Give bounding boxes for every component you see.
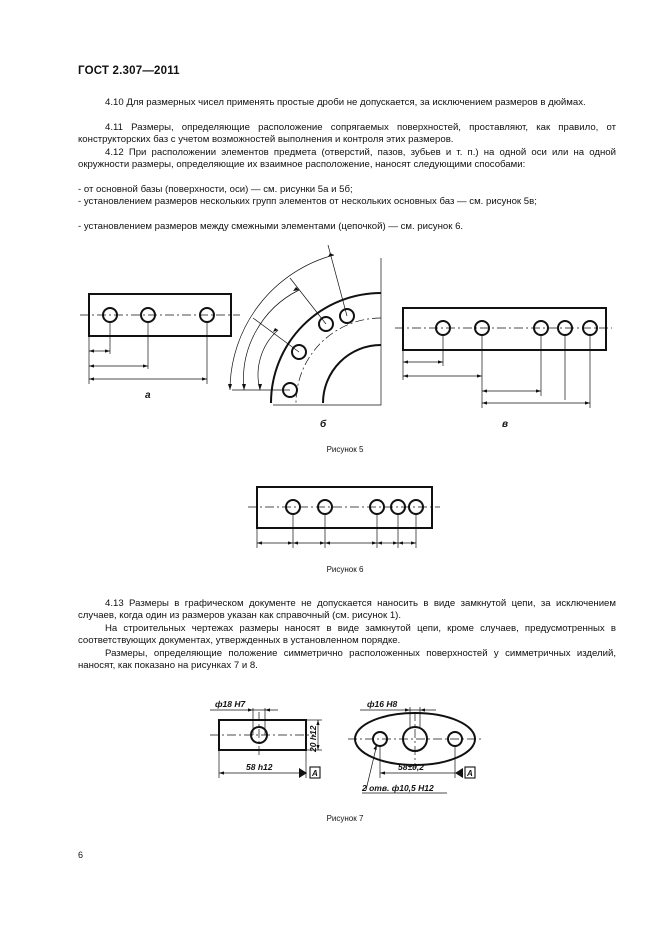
paragraph-4-12: 4.12 При расположении элементов предмета (отверстий, пазов, зубьев и т. п.) на одной оси или на одной окружности размеры, определяющие их взаимное расположение, наносят следующими способами: — [78, 147, 616, 171]
figure-6-drawing — [248, 487, 440, 548]
figure-5a-drawing — [80, 294, 240, 384]
fig7-left-hole-dim: ф18 Н7 — [215, 699, 246, 709]
figure-6-caption: Рисунок 6 — [326, 565, 364, 574]
paragraph-4-11: 4.11 Размеры, определяющие расположение сопрягаемых поверхностей, проставляют, как правило, от конструкторских баз с учетом возможностей выполнения и контроля этих размеров. — [78, 122, 616, 146]
figure-5b-drawing — [228, 245, 381, 405]
page-number: 6 — [78, 850, 84, 860]
figure-5a-label: а — [145, 390, 151, 401]
figure-7-right-drawing — [348, 707, 482, 793]
fig7-right-holes-dim: 2 отв. ф10,5 Н12 — [362, 783, 434, 793]
fig7-left-height-dim: 20 h12 — [308, 725, 318, 752]
figure-5v-drawing — [395, 308, 612, 408]
list-item-base: - от основной базы (поверхности, оси) — см. рисунки 5а и 5б; — [78, 184, 353, 195]
figure-5v-label: в — [502, 419, 509, 430]
figure-5-caption: Рисунок 5 — [326, 445, 364, 454]
figure-5b-label: б — [320, 419, 327, 430]
paragraph-4-13: 4.13 Размеры в графическом документе не допускается наносить в виде замкнутой цепи, за исключением случаев, когда один из размеров указан как справочный (см. рисунок 1). — [78, 598, 616, 622]
fig7-right-base: А — [467, 769, 473, 778]
paragraph-symmetric: Размеры, определяющие положение симметрично расположенных поверхностей у симметричных изделий, наносят, как показано на рисунках 7 и 8. — [78, 648, 616, 672]
fig7-right-hole-dim: ф16 Н8 — [367, 699, 398, 709]
list-item-chain: - установлением размеров между смежными элементами (цепочкой) — см. рисунок 6. — [78, 221, 464, 232]
figure-7-caption: Рисунок 7 — [326, 814, 364, 823]
paragraph-4-10: 4.10 Для размерных чисел применять простые дроби не допускается, за исключением размеров в дюймах. — [105, 97, 586, 108]
document-header: ГОСТ 2.307—2011 — [78, 65, 180, 77]
fig7-left-length-dim: 58 h12 — [246, 762, 273, 772]
fig7-right-length-dim: 58±0,2 — [398, 762, 424, 772]
paragraph-construction: На строительных чертежах размеры наносят в виде замкнутой цепи, кроме случаев, предусмотренных в соответствующих документах, утвержденных в установленном порядке. — [78, 623, 616, 647]
fig7-left-base: А — [312, 769, 318, 778]
list-item-groups: - установлением размеров нескольких групп элементов от нескольких основных баз — см. рисунок 5в; — [78, 196, 537, 207]
